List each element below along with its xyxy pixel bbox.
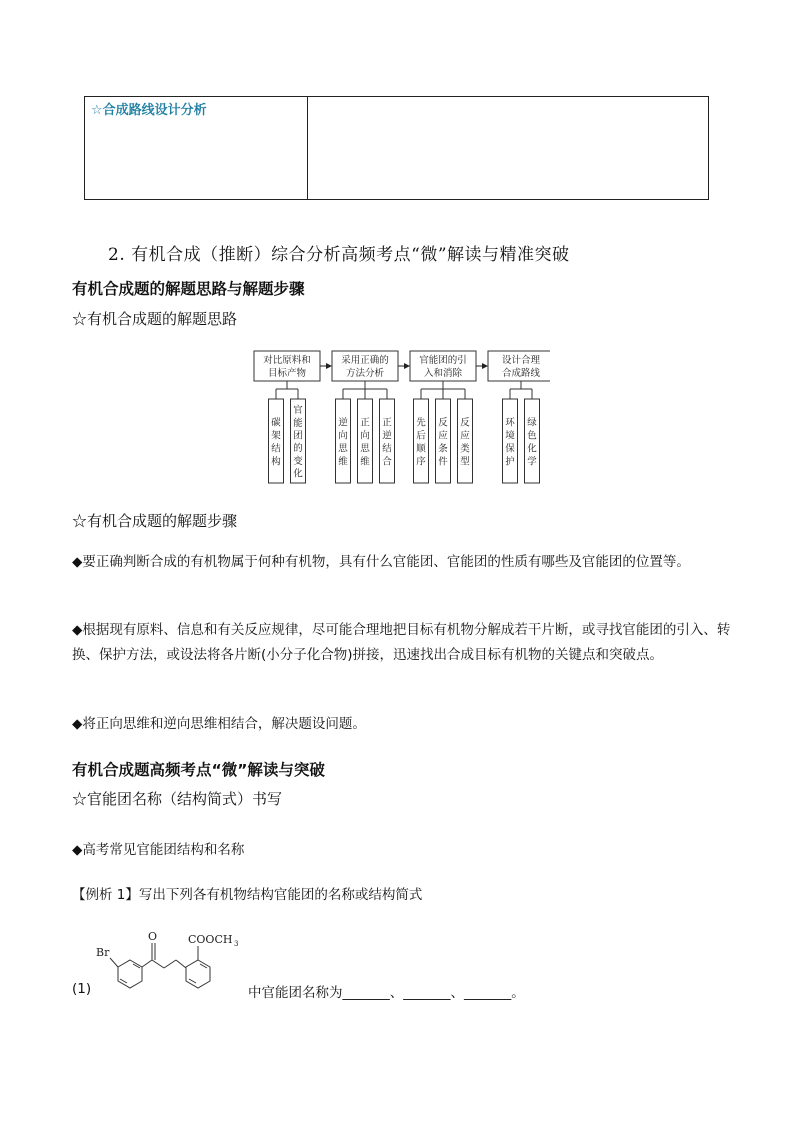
svg-text:类: 类 (460, 443, 470, 455)
svg-text:正: 正 (382, 417, 392, 429)
flow-child-box (269, 399, 284, 483)
svg-text:向: 向 (360, 430, 370, 442)
example-prompt: 【例析 1】写出下列各有机物结构官能团的名称或结构简式 (72, 887, 423, 903)
solution-flow-diagram (250, 349, 550, 489)
svg-text:境: 境 (505, 430, 515, 442)
section2-bullet: ◆高考常见官能团结构和名称 (72, 842, 245, 858)
svg-text:条: 条 (438, 443, 448, 455)
flow-step-3 (410, 351, 487, 483)
molecule-cooch-label: COOCH (188, 933, 233, 946)
svg-text:色: 色 (527, 430, 537, 442)
section2-title: 有机合成题高频考点“微”解读与突破 (72, 761, 325, 779)
flow-child-box (358, 399, 373, 483)
table-left-cell-title: ☆合成路线设计分析 (91, 103, 207, 118)
svg-text:顺: 顺 (416, 443, 426, 455)
svg-text:保: 保 (505, 443, 515, 455)
svg-text:维: 维 (338, 456, 348, 468)
svg-text:维: 维 (360, 456, 370, 468)
svg-text:应: 应 (460, 430, 470, 442)
svg-text:环: 环 (505, 417, 515, 429)
flow-step-label-line2: 入和消除 (423, 368, 463, 379)
flow-child-box (336, 399, 351, 483)
svg-text:正: 正 (360, 417, 370, 429)
section1-sub1: ☆有机合成题的解题思路 (72, 310, 238, 328)
molecule-sub3-label: 3 (234, 940, 239, 948)
svg-text:能: 能 (293, 417, 303, 429)
flow-step-4 (488, 351, 550, 483)
svg-text:先: 先 (416, 417, 426, 429)
svg-text:化: 化 (293, 468, 303, 480)
svg-text:反: 反 (438, 417, 448, 429)
flow-child-box (436, 399, 451, 483)
svg-text:后: 后 (416, 430, 426, 442)
svg-text:逆: 逆 (338, 417, 348, 429)
flow-child-box (458, 399, 473, 483)
svg-text:的: 的 (293, 443, 303, 455)
svg-text:架: 架 (271, 430, 281, 442)
svg-text:件: 件 (438, 456, 448, 468)
svg-text:型: 型 (460, 456, 470, 468)
molecule-structure-image (90, 926, 250, 1006)
question-1-number: (1) (72, 981, 92, 997)
flow-step-label-line2: 目标产物 (267, 368, 307, 379)
svg-text:反: 反 (460, 417, 470, 429)
main-heading: 2. 有机合成（推断）综合分析高频考点“微”解读与精准突破 (108, 245, 570, 265)
bullet-3: ◆将正向思维和逆向思维相结合，解决题设问题。 (72, 716, 366, 732)
flow-step-label-line1: 对比原料和 (263, 355, 311, 366)
svg-text:团: 团 (293, 430, 303, 442)
flow-step-label-line1: 设计合理 (501, 355, 541, 366)
svg-text:绿: 绿 (527, 417, 537, 429)
flow-child-box (503, 399, 518, 483)
flow-step-label-line1: 官能团的引 (419, 355, 467, 366)
svg-text:官: 官 (293, 405, 303, 417)
section1-sub2: ☆有机合成题的解题步骤 (72, 512, 238, 530)
svg-text:向: 向 (338, 430, 348, 442)
analysis-table (84, 96, 709, 200)
flow-step-label-line1: 采用正确的 (341, 355, 389, 366)
molecule-o-label: O (148, 930, 158, 943)
flow-step-1 (254, 351, 331, 483)
flow-step-2 (332, 351, 409, 483)
svg-text:护: 护 (505, 456, 515, 468)
svg-text:思: 思 (338, 443, 348, 455)
svg-text:思: 思 (360, 443, 370, 455)
flow-child-box (291, 399, 306, 483)
bullet-2: ◆根据现有原料、信息和有关反应规律，尽可能合理地把目标有机物分解成若干片断，或寻找官能团的引入、转换、保护方法，或设法将各片断(小分子化合物)拼接，迅速找出合成目标有机物的关键点和突破点。 (72, 622, 731, 663)
table-column-divider (307, 97, 308, 199)
svg-text:碳: 碳 (271, 417, 281, 429)
section2-sub1: ☆官能团名称（结构简式）书写 (72, 790, 283, 808)
question-1-text: 中官能团名称为_______、_______、_______。 (248, 985, 525, 1001)
svg-text:序: 序 (416, 456, 426, 468)
svg-text:合: 合 (382, 456, 392, 468)
svg-text:变: 变 (293, 455, 303, 467)
flow-child-box (414, 399, 429, 483)
flow-step-label-line2: 合成路线 (501, 368, 541, 379)
svg-text:构: 构 (271, 456, 281, 468)
flow-child-box (525, 399, 540, 483)
svg-text:逆: 逆 (382, 430, 392, 442)
bullet-1: ◆要正确判断合成的有机物属于何种有机物，具有什么官能团、官能团的性质有哪些及官能团的位置等。 (72, 554, 690, 570)
svg-text:应: 应 (438, 430, 448, 442)
svg-text:结: 结 (271, 443, 281, 455)
svg-text:学: 学 (527, 456, 537, 468)
flow-step-label-line2: 方法分析 (345, 368, 385, 379)
svg-text:结: 结 (382, 443, 392, 455)
molecule-br-label: Br (96, 946, 110, 959)
section1-title: 有机合成题的解题思路与解题步骤 (72, 280, 305, 298)
flow-child-box (380, 399, 395, 483)
svg-text:化: 化 (527, 443, 537, 455)
